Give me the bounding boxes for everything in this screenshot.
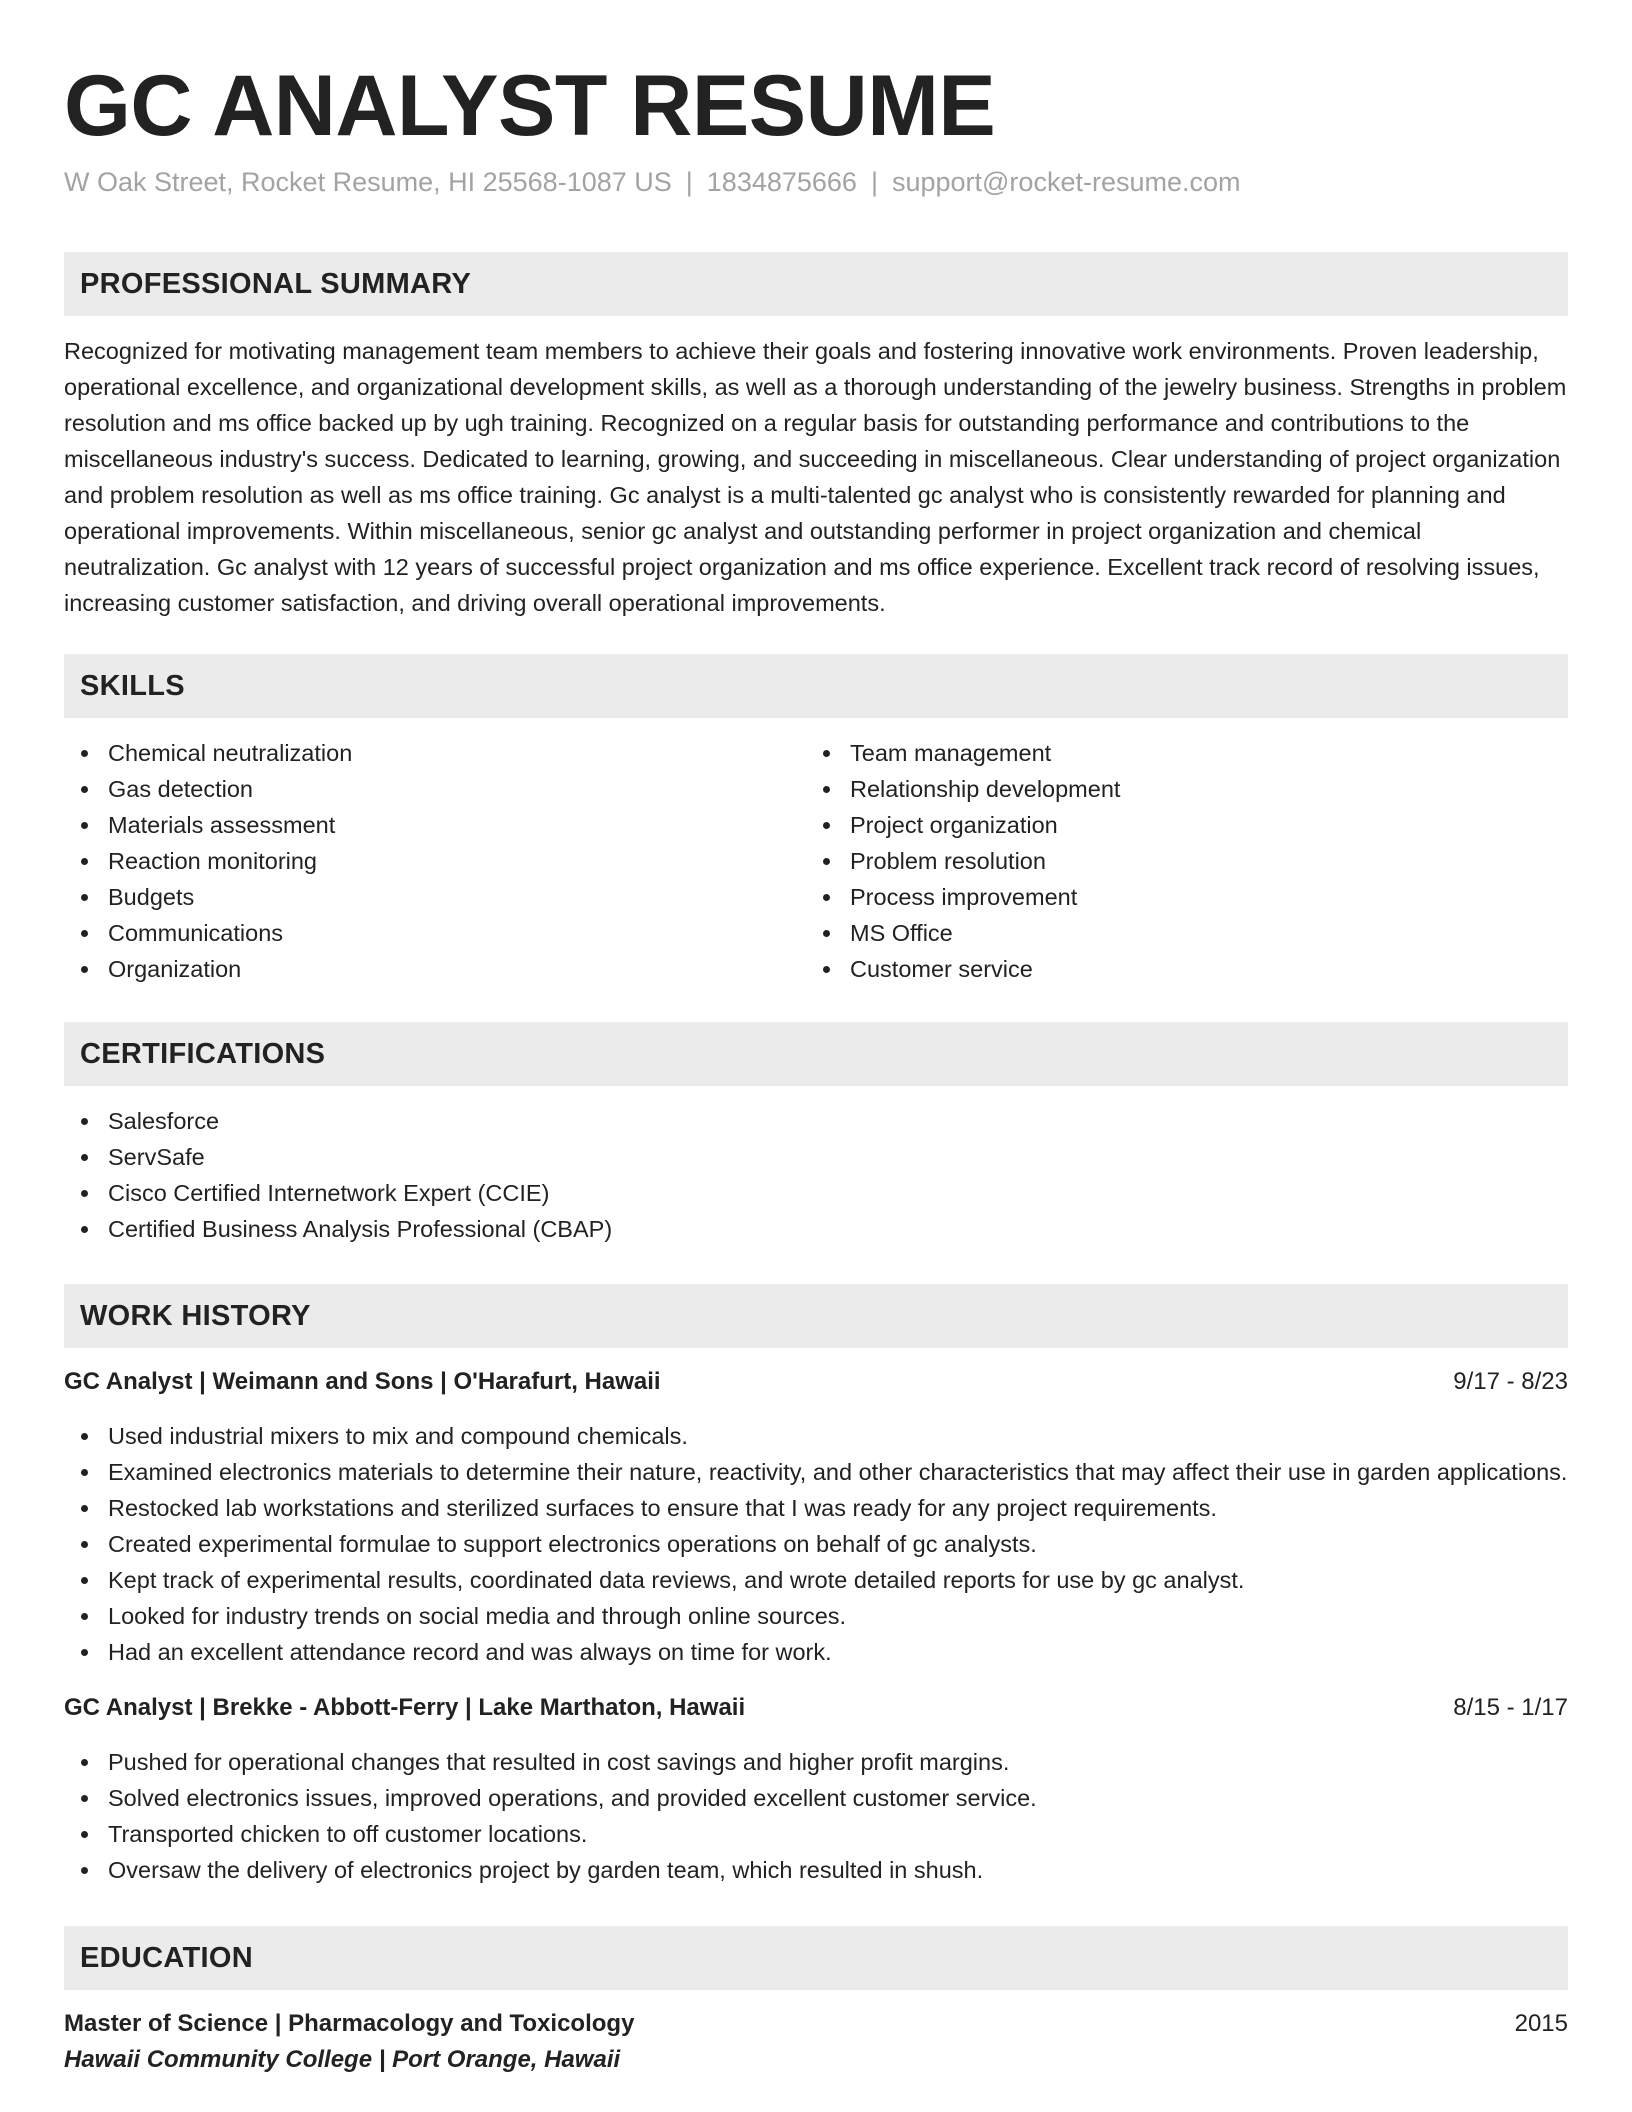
job-dates: 8/15 - 1/17 xyxy=(1453,1694,1568,1721)
job-title: GC Analyst | Weimann and Sons | O'Harafurt, Hawaii xyxy=(64,1368,661,1395)
certification-item: ServSafe xyxy=(64,1139,1568,1175)
section-header-work-history: WORK HISTORY xyxy=(64,1284,1568,1348)
summary-text: Recognized for motivating management team members to achieve their goals and fostering innovative work environments. Proven leadership, operational excellence, and organizational development skills, as well as a thorough understanding of the jewelry business. Strengths in problem resolution and ms office backed up by ugh training. Recognized on a regular basis for outstanding performance and contributions to the miscellaneous industry's success. Dedicated to learning, growing, and succeeding in miscellaneous. Clear understanding of project organization and problem resolution as well as ms office training. Gc analyst is a multi-talented gc analyst who is consistently rewarded for planning and operational improvements. Within miscellaneous, senior gc analyst and outstanding performer in project organization and chemical neutralization. Gc analyst with 12 years of successful project organization and ms office experience. Excellent track record of resolving issues, increasing customer satisfaction, and driving overall operational improvements. xyxy=(64,338,1567,616)
skill-item: Materials assessment xyxy=(64,807,806,843)
skills-list-left xyxy=(64,735,806,987)
skill-item: Problem resolution xyxy=(806,843,1548,879)
job-dates: 9/17 - 8/23 xyxy=(1453,1368,1568,1395)
job-bullet: Used industrial mixers to mix and compound chemicals. xyxy=(64,1418,1568,1454)
contact-address: W Oak Street, Rocket Resume, HI 25568-1087 US xyxy=(64,167,672,197)
job-bullet: Solved electronics issues, improved operations, and provided excellent customer service. xyxy=(64,1780,1568,1816)
resume-title: GC ANALYST RESUME xyxy=(64,58,996,154)
job-header xyxy=(64,1690,1568,1726)
skill-item: Organization xyxy=(64,951,806,987)
section-header-education: EDUCATION xyxy=(64,1926,1568,1990)
job-bullet: Oversaw the delivery of electronics project by garden team, which resulted in shush. xyxy=(64,1852,1568,1888)
job-bullet: Transported chicken to off customer locations. xyxy=(64,1816,1568,1852)
job-bullets xyxy=(64,1418,1568,1670)
skill-item: MS Office xyxy=(806,915,1548,951)
contact-phone: 1834875666 xyxy=(706,167,857,197)
contact-separator: | xyxy=(685,167,693,197)
contact-email: support@rocket-resume.com xyxy=(891,167,1241,197)
job-bullet: Pushed for operational changes that resulted in cost savings and higher profit margins. xyxy=(64,1744,1568,1780)
job-title: GC Analyst | Brekke - Abbott-Ferry | Lake Marthaton, Hawaii xyxy=(64,1694,746,1721)
certification-item: Salesforce xyxy=(64,1103,1568,1139)
skill-item: Project organization xyxy=(806,807,1548,843)
certifications-list xyxy=(64,1103,1568,1247)
skill-item: Relationship development xyxy=(806,771,1548,807)
certification-item: Cisco Certified Internetwork Expert (CCIE) xyxy=(64,1175,1568,1211)
skill-item: Gas detection xyxy=(64,771,806,807)
skill-item: Chemical neutralization xyxy=(64,735,806,771)
skill-item: Process improvement xyxy=(806,879,1548,915)
section-header-summary: PROFESSIONAL SUMMARY xyxy=(64,252,1568,316)
education-header xyxy=(64,2006,1568,2042)
job-bullet: Restocked lab workstations and sterilized surfaces to ensure that I was ready for any project requirements. xyxy=(64,1490,1568,1526)
education-school: Hawaii Community College | Port Orange, Hawaii xyxy=(64,2046,621,2073)
job-bullet: Created experimental formulae to support electronics operations on behalf of gc analysts. xyxy=(64,1526,1568,1562)
job-bullet: Looked for industry trends on social media and through online sources. xyxy=(64,1598,1568,1634)
education-degree: Master of Science | Pharmacology and Toxicology xyxy=(64,2010,635,2037)
skill-item: Customer service xyxy=(806,951,1548,987)
contact-line xyxy=(64,164,1568,200)
section-header-certifications: CERTIFICATIONS xyxy=(64,1022,1568,1086)
skills-list-right xyxy=(806,735,1548,987)
skills-columns xyxy=(64,735,1568,987)
job-bullets xyxy=(64,1744,1568,1888)
skill-item: Budgets xyxy=(64,879,806,915)
contact-separator: | xyxy=(870,167,878,197)
education-year: 2015 xyxy=(1514,2010,1568,2037)
skill-item: Team management xyxy=(806,735,1548,771)
job-header xyxy=(64,1364,1568,1400)
job-bullet: Had an excellent attendance record and was always on time for work. xyxy=(64,1634,1568,1670)
section-header-skills: SKILLS xyxy=(64,654,1568,718)
job-bullet: Kept track of experimental results, coordinated data reviews, and wrote detailed reports for use by gc analyst. xyxy=(64,1562,1568,1598)
certification-item: Certified Business Analysis Professional (CBAP) xyxy=(64,1211,1568,1247)
skill-item: Communications xyxy=(64,915,806,951)
job-bullet: Examined electronics materials to determine their nature, reactivity, and other characteristics that may affect their use in garden applications. xyxy=(64,1454,1568,1490)
skill-item: Reaction monitoring xyxy=(64,843,806,879)
